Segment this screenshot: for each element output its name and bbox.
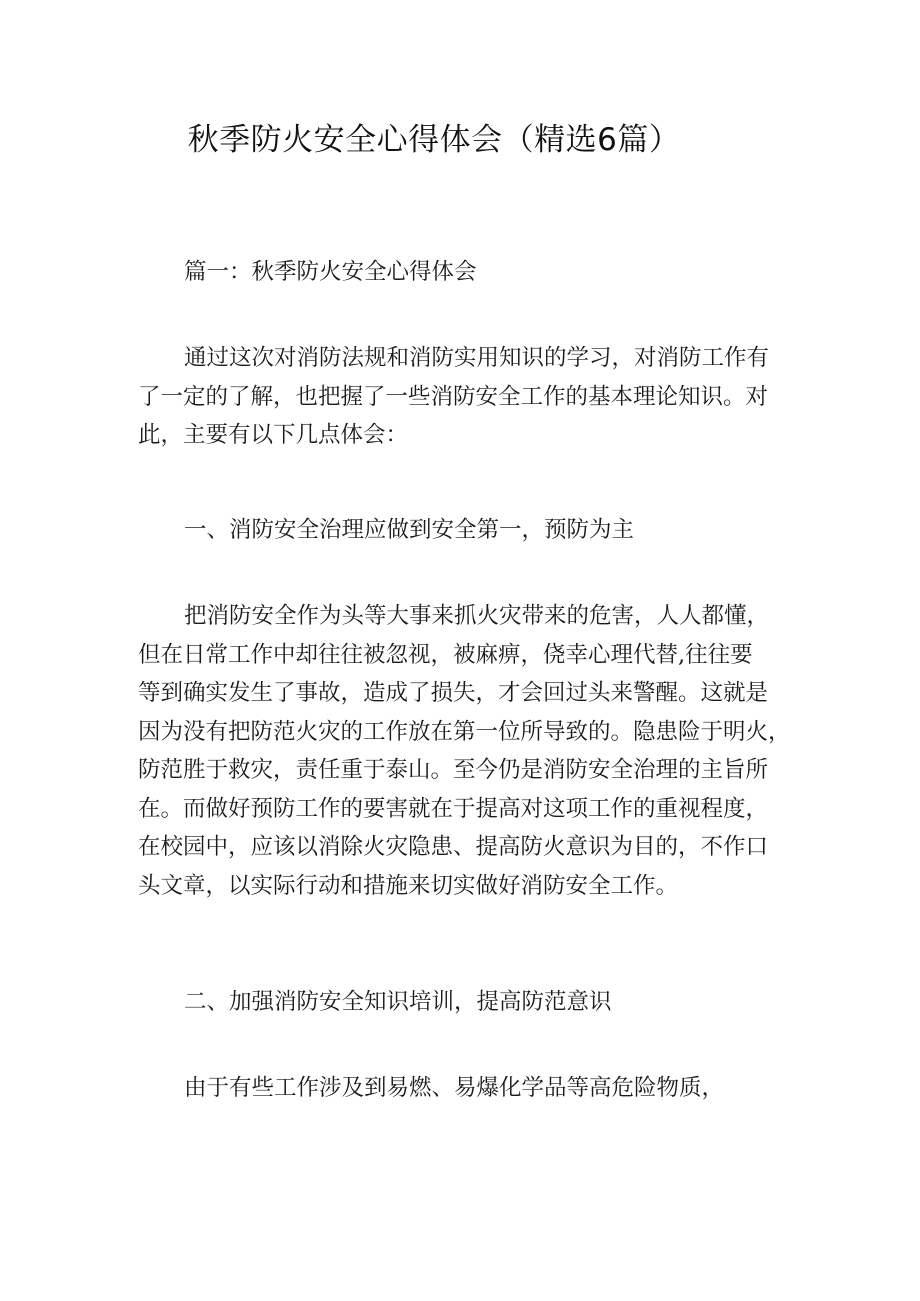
document-title: 秋季防火安全心得体会（精选6篇） (187, 122, 681, 158)
paragraph-line: 由于有些工作涉及到易燃、易爆化学品等高危险物质， (184, 1075, 725, 1101)
paragraph-line: 头文章，以实际行动和措施来切实做好消防安全工作。 (138, 872, 679, 899)
paragraph-line: 在。而做好预防工作的要害就在于提高对这项工作的重视程度， (138, 795, 769, 822)
paragraph-line: 等到确实发生了事故，造成了损失，才会回过头来警醒。这就是 (138, 680, 769, 706)
paragraph-line: 了一定的了解，也把握了一些消防安全工作的基本理论知识。对 (138, 383, 769, 410)
paragraph-line: 因为没有把防范火灾的工作放在第一位所导致的。隐患险于明火， (138, 718, 791, 745)
section-two-paragraph (138, 1069, 798, 1108)
section-two-heading: 二、加强消防安全知识培训，提高防范意识 (184, 989, 612, 1015)
intro-paragraph (138, 339, 798, 455)
paragraph-line: 此，主要有以下几点体会： (138, 422, 409, 448)
section-one-heading: 一、消防安全治理应做到安全第一，预防为主 (184, 517, 635, 543)
chapter-heading: 篇一：秋季防火安全心得体会 (184, 259, 477, 285)
paragraph-line: 在校园中，应该以消除火灾隐患、提高防火意识为目的，不作口 (138, 834, 769, 860)
paragraph-line: 通过这次对消防法规和消防实用知识的学习，对消防工作有 (184, 345, 770, 371)
paragraph-line: 但在日常工作中却往往被忽视，被麻痹，侥幸心理代替,往往要 (138, 641, 753, 668)
section-one-paragraph (138, 597, 798, 905)
paragraph-line: 防范胜于救灾，责任重于泰山。至今仍是消防安全治理的主旨所 (138, 757, 769, 783)
paragraph-line: 把消防安全作为头等大事来抓火灾带来的危害，人人都懂， (184, 603, 770, 629)
